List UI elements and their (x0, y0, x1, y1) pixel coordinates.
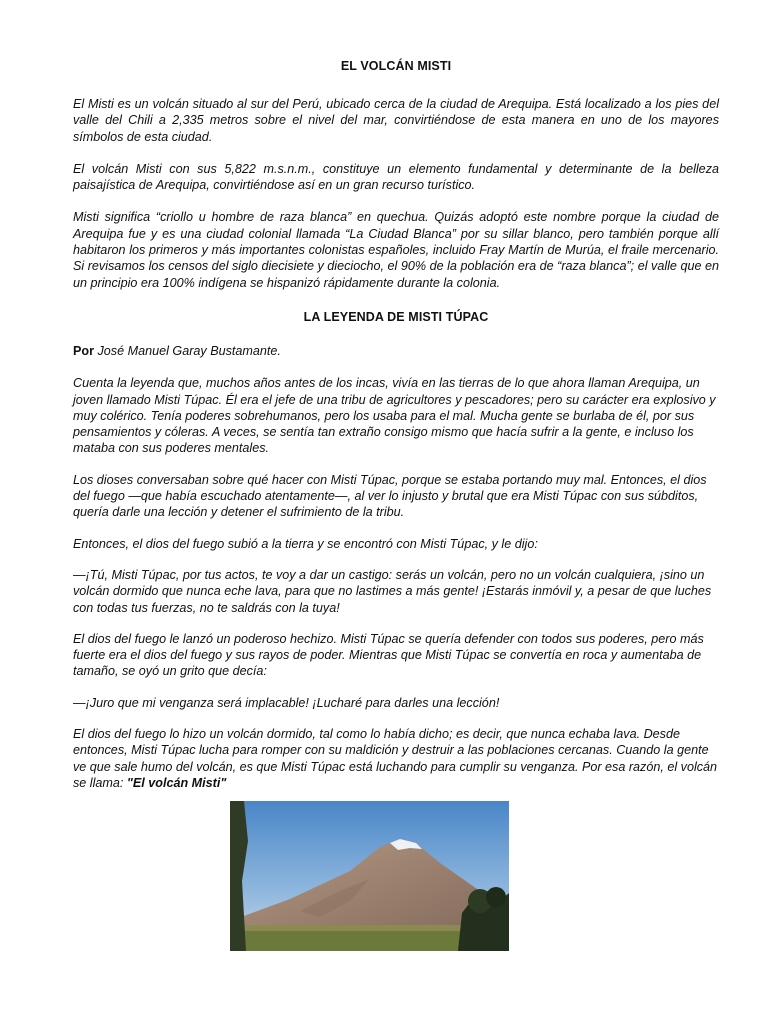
right-tree-foliage (486, 887, 506, 907)
intro-paragraph-2: El volcán Misti con sus 5,822 m.s.n.m., constituye un elemento fundamental y determinante de la belleza paisajística de Arequipa, convirtiéndose así en un gran recurso turístico. (73, 161, 719, 193)
byline-prefix: Por (73, 343, 94, 358)
document-body (73, 58, 719, 791)
legend-paragraph-6: —¡Juro que mi venganza será implacable! ¡Lucharé para darles una lección! (73, 695, 500, 710)
legend-paragraph-2: Los dioses conversaban sobre qué hacer con Misti Túpac, porque se estaba portando muy mal. Entonces, el dios del fuego —que había escuchado atentamente—, al ver lo injusto y brutal que era Misti Túpac con sus súbditos, quería darle una lección y detener el sufrimiento de la tribu. (73, 472, 707, 520)
page-title: EL VOLCÁN MISTI (340, 59, 452, 73)
legend-paragraph-4: —¡Tú, Misti Túpac, por tus actos, te voy a dar un castigo: serás un volcán, pero no un volcán cualquiera, ¡sino un volcán dormido que nunca eche lava, para que no lastimes a más gente! ¡Estarás inmóvil y, a pesar de que luches con todas tus fuerzas, no te saldrás con la tuya! (73, 567, 712, 615)
legend-paragraph-1: Cuenta la leyenda que, muchos años antes de los incas, vivía en las tierras de lo que ahora llaman Arequipa, un joven llamado Misti Túpac. Él era el jefe de una tribu de agricultores y pescadores; pero su carácter era explosivo y muy colérico. Tenía poderes sobrehumanos, pero los usaba para el mal. Mucha gente se burlaba de él, por sus pensamientos y cóleras. A veces, se sentía tan extraño consigo mismo que hacía sufrir a la gente, e incluso los mataba con sus poderes mentales. (73, 376, 716, 456)
volcano-photo-illustration (230, 801, 509, 951)
legend-last-text: El dios del fuego lo hizo un volcán dormido, tal como lo había dicho; es decir, que nunca echaba lava. Desde entonces, Misti Túpac lucha para romper con su maldición y destruir a las poblaciones cercanas. Cuando la gente ve que sale humo del volcán, es que Misti Túpac está luchando para cumplir su venganza. Por esa razón, el volcán se llama: (73, 727, 718, 790)
volcano-photo (230, 801, 509, 951)
legend-paragraph-5: El dios del fuego le lanzó un poderoso hechizo. Misti Túpac se quería defender con todos sus poderes, pero más fuerte era el dios del fuego y sus rayos de poder. Mientras que Misti Túpac se convertía en roca y aumentaba de tamaño, se oyó un grito que decía: (73, 631, 704, 679)
legend-paragraph-7 (73, 726, 719, 791)
legend-title: LA LEYENDA DE MISTI TÚPAC (303, 309, 489, 324)
intro-paragraph-3: Misti significa “criollo u hombre de raza blanca” en quechua. Quizás adoptó este nombre porque la ciudad de Arequipa fue y es una ciudad colonial llamada “La Ciudad Blanca” por su sillar blanco, pero también porque allí habitaron los primeros y más importantes colonistas españoles, incluido Fray Martín de Murúa, el fraile mercenario. Si revisamos los censos del siglo diecisiete y dieciocho, el 90% de la población era de “raza blanca”; el valle que en un principio era 100% indígena se hispanizó rápidamente durante la colonia. (73, 210, 719, 290)
legend-paragraph-3: Entonces, el dios del fuego subió a la tierra y se encontró con Misti Túpac, y le dijo: (73, 536, 538, 551)
closing-name: "El volcán Misti" (126, 775, 227, 790)
byline (73, 343, 719, 359)
byline-author: José Manuel Garay Bustamante. (97, 343, 281, 358)
intro-paragraph-1: El Misti es un volcán situado al sur del Perú, ubicado cerca de la ciudad de Arequipa. Está localizado a los pies del valle del Chili a 2,335 metros sobre el nivel del mar, convirtiéndose de esta manera en uno de los mayores símbolos de esta ciudad. (73, 97, 719, 144)
